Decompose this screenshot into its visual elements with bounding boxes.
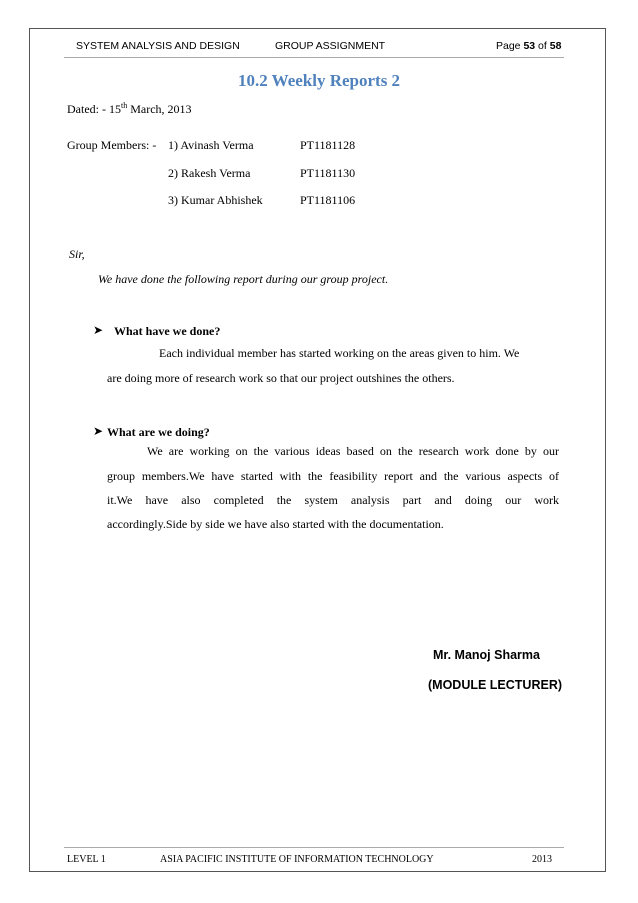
section-text-line: We are working on the various ideas based on the research work done by our bbox=[147, 444, 559, 458]
dated-line: Dated: - 15th March, 2013 bbox=[67, 101, 192, 116]
section-heading: What have we done? bbox=[114, 324, 221, 338]
footer-year: 2013 bbox=[532, 854, 552, 865]
footer-rule bbox=[64, 847, 564, 848]
salutation: Sir, bbox=[69, 247, 85, 261]
header-assignment: GROUP ASSIGNMENT bbox=[275, 40, 386, 52]
signature-name: Mr. Manoj Sharma bbox=[433, 648, 540, 662]
intro-text: We have done the following report during our group project. bbox=[98, 272, 389, 286]
footer-level: LEVEL 1 bbox=[67, 854, 106, 865]
section-text-line: are doing more of research work so that our project outshines the others. bbox=[107, 371, 455, 385]
section-heading: What are we doing? bbox=[107, 425, 210, 439]
member-name: 1) Avinash Verma bbox=[168, 138, 254, 152]
section-text-line: it.We have also completed the system analysis part and doing our work bbox=[107, 493, 559, 507]
member-name: 2) Rakesh Verma bbox=[168, 166, 251, 180]
header-page-number: Page 53 of 58 bbox=[496, 40, 562, 52]
member-name: 3) Kumar Abhishek bbox=[168, 193, 263, 207]
members-label: Group Members: - bbox=[67, 138, 157, 152]
section-text-line: accordingly.Side by side we have also started with the documentation. bbox=[107, 517, 444, 531]
member-id: PT1181130 bbox=[300, 166, 356, 180]
section-text-line: group members.We have started with the feasibility report and the various aspects of bbox=[107, 469, 559, 483]
header-rule bbox=[64, 57, 564, 58]
member-id: PT1181128 bbox=[300, 138, 356, 152]
bullet-arrow-icon: ➤ bbox=[93, 323, 104, 337]
signature-role: (MODULE LECTURER) bbox=[428, 678, 563, 692]
member-id: PT1181106 bbox=[300, 193, 356, 207]
section-text-line: Each individual member has started working on the areas given to him. We bbox=[159, 346, 520, 360]
bullet-arrow-icon: ➤ bbox=[93, 424, 104, 438]
header-course: SYSTEM ANALYSIS AND DESIGN bbox=[76, 40, 240, 52]
page-title: 10.2 Weekly Reports 2 bbox=[237, 71, 401, 90]
footer-institute: ASIA PACIFIC INSTITUTE OF INFORMATION TECHNOLOGY bbox=[160, 854, 434, 865]
